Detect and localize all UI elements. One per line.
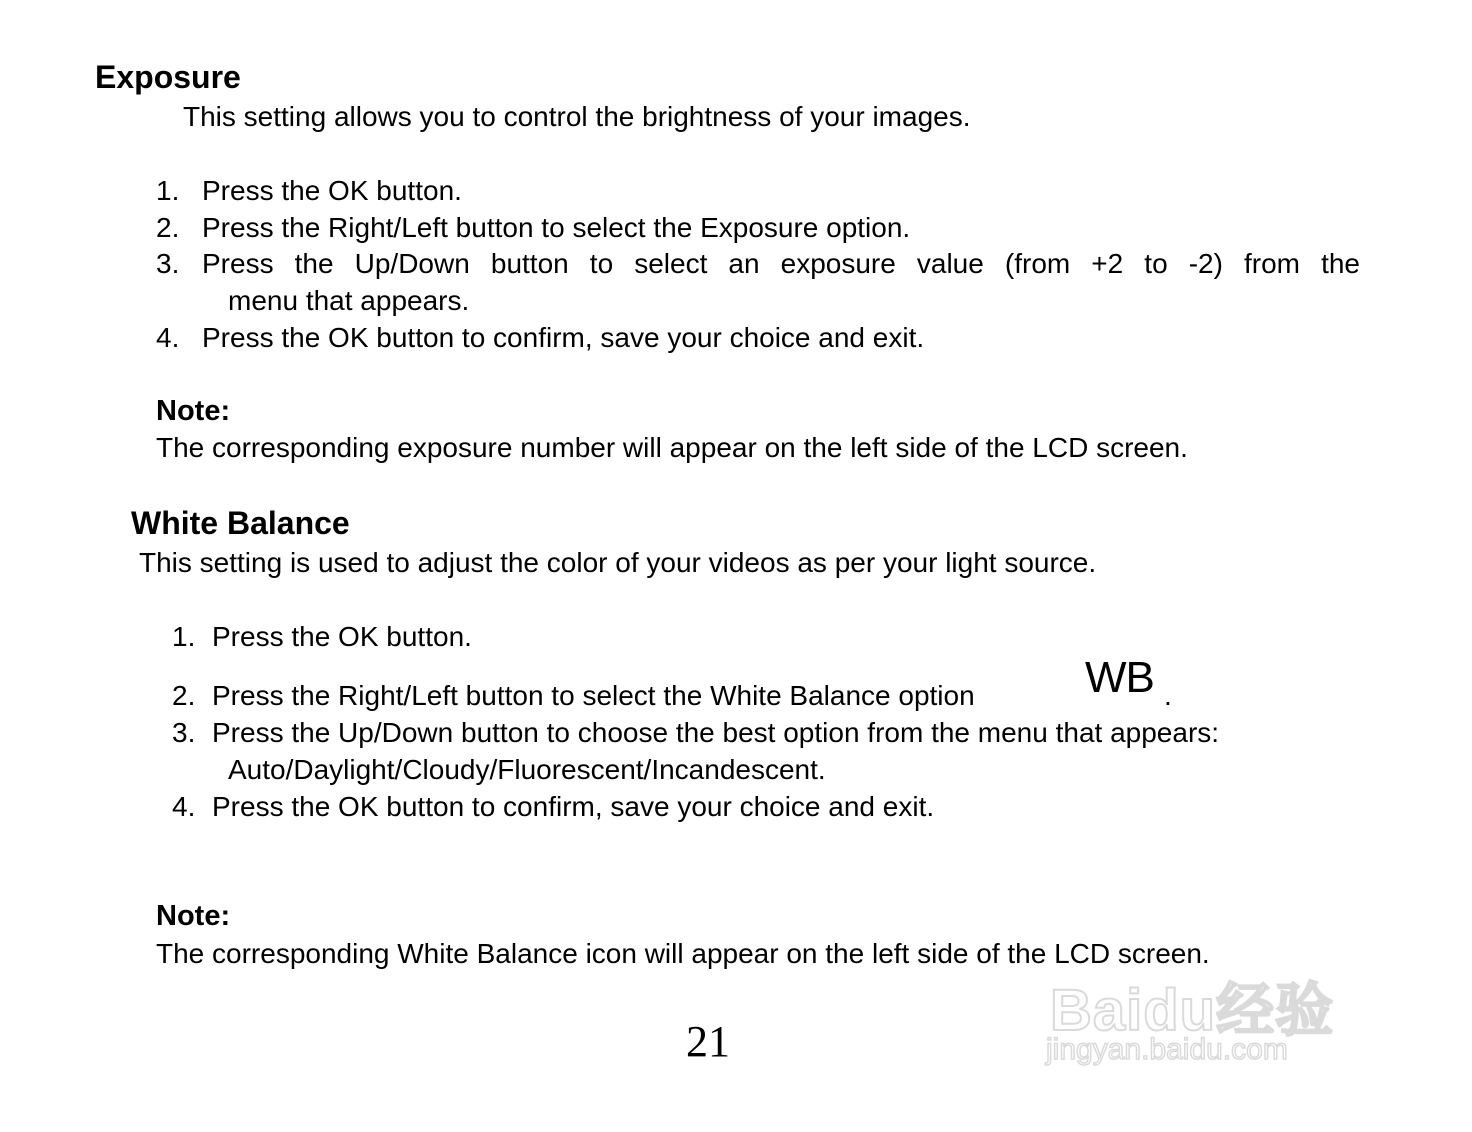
step-text: Press the OK button. — [212, 621, 472, 652]
step-number: 2. — [172, 680, 196, 711]
white-balance-heading: White Balance — [131, 505, 350, 541]
exposure-heading: Exposure — [95, 59, 241, 95]
step-text: Press the OK button to confirm, save your choice and exit. — [202, 322, 925, 353]
step-suffix: . — [1164, 680, 1172, 711]
exposure-note-text: The corresponding exposure number will appear on the left side of the LCD screen. — [156, 432, 1188, 463]
step-text: Press the Up/Down button to choose the best option from the menu that appears: — [212, 717, 1220, 748]
baidu-watermark — [1040, 915, 1385, 1075]
watermark-logo-text: Baidu经验 — [1050, 978, 1335, 1043]
step-number: 4. — [172, 791, 196, 822]
step-text: Press the Right/Left button to select the White Balance option — [212, 680, 975, 711]
watermark-url: jingyan.baidu.com — [1046, 1033, 1288, 1066]
step-continuation: Auto/Daylight/Cloudy/Fluorescent/Incandescent. — [228, 754, 826, 785]
step-number: 1. — [156, 175, 180, 206]
white-balance-note-label: Note: — [156, 900, 231, 932]
exposure-intro: This setting allows you to control the brightness of your images. — [183, 101, 971, 132]
step-number: 2. — [156, 212, 180, 243]
step-number: 3. — [156, 248, 180, 279]
step-number: 1. — [172, 621, 196, 652]
step-continuation: menu that appears. — [228, 285, 470, 316]
step-text: Press the OK button. — [202, 175, 462, 206]
page-number: 21 — [686, 1017, 730, 1066]
step-text: Press the OK button to confirm, save your choice and exit. — [212, 791, 935, 822]
step-text: Press the Right/Left button to select the Exposure option. — [202, 212, 911, 243]
white-balance-note-text: The corresponding White Balance icon will appear on the left side of the LCD screen. — [156, 938, 1210, 969]
step-number: 4. — [156, 322, 180, 353]
step-text: Press the Up/Down button to select an exposure value (from +2 to -2) from the — [202, 248, 1360, 279]
white-balance-intro: This setting is used to adjust the color of your videos as per your light source. — [139, 547, 1097, 578]
white-balance-icon: WB — [1085, 653, 1154, 702]
step-number: 3. — [172, 717, 196, 748]
exposure-note-label: Note: — [156, 395, 231, 427]
